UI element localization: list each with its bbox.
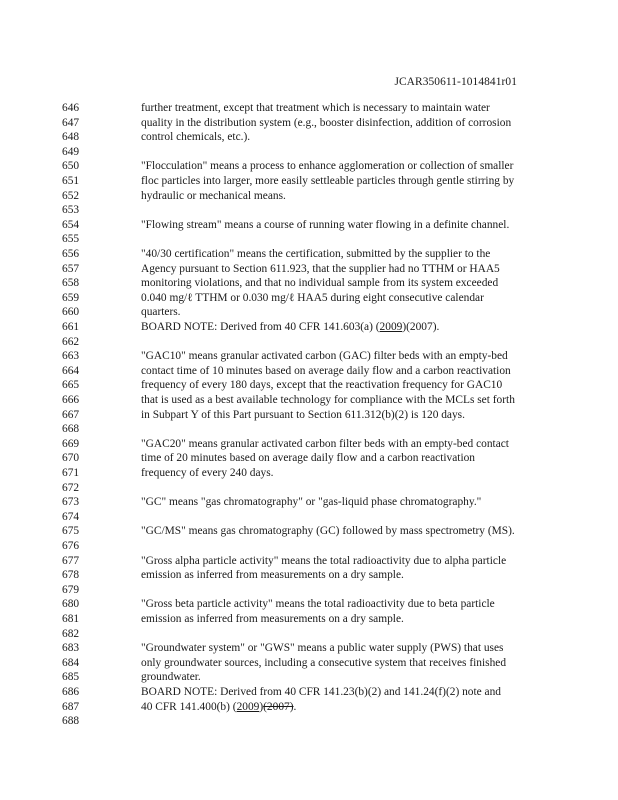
text-segment: . — [293, 700, 297, 713]
line-text — [141, 364, 511, 378]
line-number: 666 — [62, 394, 80, 406]
line-text — [141, 159, 513, 173]
line-number: 665 — [62, 379, 80, 392]
text-segment: control chemicals, etc.). — [141, 131, 251, 144]
line-number: 651 — [62, 175, 80, 187]
line-text — [141, 378, 502, 392]
line-number: 654 — [62, 218, 80, 231]
deleted-text: (2007) — [263, 700, 294, 713]
line-number: 674 — [62, 510, 80, 523]
inserted-text: 2009 — [379, 321, 403, 333]
line-text — [141, 393, 515, 407]
text-segment: 40 CFR 141.400(b) ( — [141, 700, 237, 713]
text-segment: "GAC20" means granular activated carbon filter beds with an empty-bed contact — [141, 437, 509, 450]
line-number: 656 — [62, 248, 80, 260]
line-number: 684 — [62, 656, 80, 669]
text-segment: quality in the distribution system (e.g., booster disinfection, addition of corrosion — [141, 116, 512, 129]
line-number: 667 — [62, 408, 80, 421]
text-segment: contact time of 10 minutes based on average daily flow and a carbon reactivation — [141, 364, 511, 377]
text-segment: in Subpart Y of this Part pursuant to Section 611.312(b)(2) is 120 days. — [141, 408, 465, 421]
line-text — [141, 305, 181, 319]
line-text — [141, 700, 296, 714]
text-segment: frequency of every 240 days. — [141, 467, 274, 479]
text-segment: further treatment, except that treatment which is necessary to maintain water — [141, 102, 490, 114]
text-segment: emission as inferred from measurements on a dry sample. — [141, 613, 404, 625]
line-text — [141, 451, 475, 465]
line-number: 679 — [62, 583, 80, 596]
line-number: 657 — [62, 262, 80, 275]
text-segment: "GC/MS" means gas chromatography (GC) followed by mass spectrometry (MS). — [141, 525, 515, 538]
text-segment: BOARD NOTE: Derived from 40 CFR 141.23(b)(2) and 141.24(f)(2) note and — [141, 686, 502, 698]
text-segment: ) — [259, 700, 264, 713]
line-number: 662 — [62, 335, 80, 348]
line-number: 686 — [62, 686, 80, 698]
text-segment: only groundwater sources, including a consecutive system that receives finished — [141, 656, 507, 669]
line-text — [141, 218, 509, 232]
line-text — [141, 554, 506, 568]
text-segment: "Groundwater system" or "GWS" means a public water supply (PWS) that uses — [141, 642, 504, 655]
line-number: 676 — [62, 540, 80, 552]
text-segment: "Flowing stream" means a course of running water flowing in a definite channel. — [141, 218, 510, 231]
line-text — [141, 349, 508, 363]
text-segment: quarters. — [141, 306, 181, 319]
text-segment: )(2007). — [402, 321, 440, 333]
line-number: 659 — [62, 291, 80, 304]
line-number: 683 — [62, 642, 80, 655]
line-number: 685 — [62, 671, 80, 684]
text-segment: that is used as a best available technology for compliance with the MCLs set forth — [141, 394, 515, 406]
text-segment: Agency pursuant to Section 611.923, that the supplier had no TTHM or HAA5 — [141, 262, 500, 275]
line-text — [141, 189, 286, 203]
line-text — [141, 276, 498, 290]
line-number: 671 — [62, 467, 80, 479]
line-text — [141, 437, 509, 451]
line-text — [141, 262, 500, 276]
line-number: 675 — [62, 525, 80, 538]
text-segment: emission as inferred from measurements on a dry sample. — [141, 569, 404, 582]
line-text — [141, 524, 515, 538]
line-text — [141, 597, 495, 611]
text-segment: "GAC10" means granular activated carbon (GAC) filter beds with an empty-bed — [141, 350, 508, 363]
line-number: 649 — [62, 145, 80, 158]
line-text — [141, 568, 404, 582]
line-text — [141, 685, 501, 699]
line-number: 678 — [62, 569, 80, 582]
line-number: 682 — [62, 627, 80, 640]
line-text — [141, 612, 404, 626]
text-segment: groundwater. — [141, 671, 201, 684]
line-number: 663 — [62, 350, 80, 363]
line-text — [141, 130, 250, 144]
line-number: 648 — [62, 131, 80, 144]
line-text — [141, 291, 484, 305]
line-number: 655 — [62, 233, 80, 246]
text-segment: floc particles into larger, more easily settleable particles through gentle stirring by — [141, 175, 515, 187]
text-segment: hydraulic or mechanical means. — [141, 189, 286, 202]
line-number: 653 — [62, 204, 80, 217]
line-number: 669 — [62, 437, 80, 450]
line-number: 646 — [62, 102, 80, 114]
line-number: 677 — [62, 554, 80, 567]
line-text — [141, 670, 201, 684]
line-number: 650 — [62, 160, 80, 173]
text-segment: monitoring violations, and that no individual sample from its system exceeded — [141, 277, 499, 290]
document-id-header: JCAR350611-1014841r01 — [394, 76, 517, 88]
line-text — [141, 656, 506, 670]
line-text — [141, 320, 439, 334]
line-text — [141, 174, 514, 188]
line-number: 680 — [62, 598, 80, 611]
text-segment: BOARD NOTE: Derived from 40 CFR 141.603(a) ( — [141, 321, 380, 333]
line-text — [141, 641, 503, 655]
line-number: 688 — [62, 715, 80, 728]
line-number: 681 — [62, 613, 80, 625]
line-number: 672 — [62, 481, 80, 494]
inserted-text: 2009 — [236, 700, 260, 713]
line-number: 647 — [62, 116, 80, 129]
line-text — [141, 101, 490, 115]
line-number: 664 — [62, 364, 80, 377]
line-text — [141, 466, 274, 480]
line-text — [141, 116, 511, 130]
line-number: 661 — [62, 321, 80, 333]
line-number: 658 — [62, 277, 80, 290]
text-segment: time of 20 minutes based on average daily flow and a carbon reactivation — [141, 452, 476, 465]
text-segment: 0.040 mg/ℓ TTHM or 0.030 mg/ℓ HAA5 during eight consecutive calendar — [141, 291, 484, 304]
text-segment: "Flocculation" means a process to enhance agglomeration or collection of smaller — [141, 160, 514, 173]
line-number: 670 — [62, 452, 80, 465]
line-number: 687 — [62, 700, 80, 713]
text-segment: "40/30 certification" means the certification, submitted by the supplier to the — [141, 248, 491, 260]
line-text — [141, 495, 481, 509]
text-segment: frequency of every 180 days, except that the reactivation frequency for GAC10 — [141, 379, 503, 392]
line-number: 668 — [62, 423, 80, 436]
text-segment: "Gross beta particle activity" means the total radioactivity due to beta particle — [141, 598, 495, 611]
text-segment: "GC" means "gas chromatography" or "gas-liquid phase chromatography." — [141, 496, 482, 509]
line-text — [141, 247, 490, 261]
line-text — [141, 408, 465, 422]
line-number: 673 — [62, 496, 80, 509]
line-number: 660 — [62, 306, 80, 319]
text-segment: "Gross alpha particle activity" means the total radioactivity due to alpha particle — [141, 554, 507, 567]
line-number: 652 — [62, 189, 80, 202]
